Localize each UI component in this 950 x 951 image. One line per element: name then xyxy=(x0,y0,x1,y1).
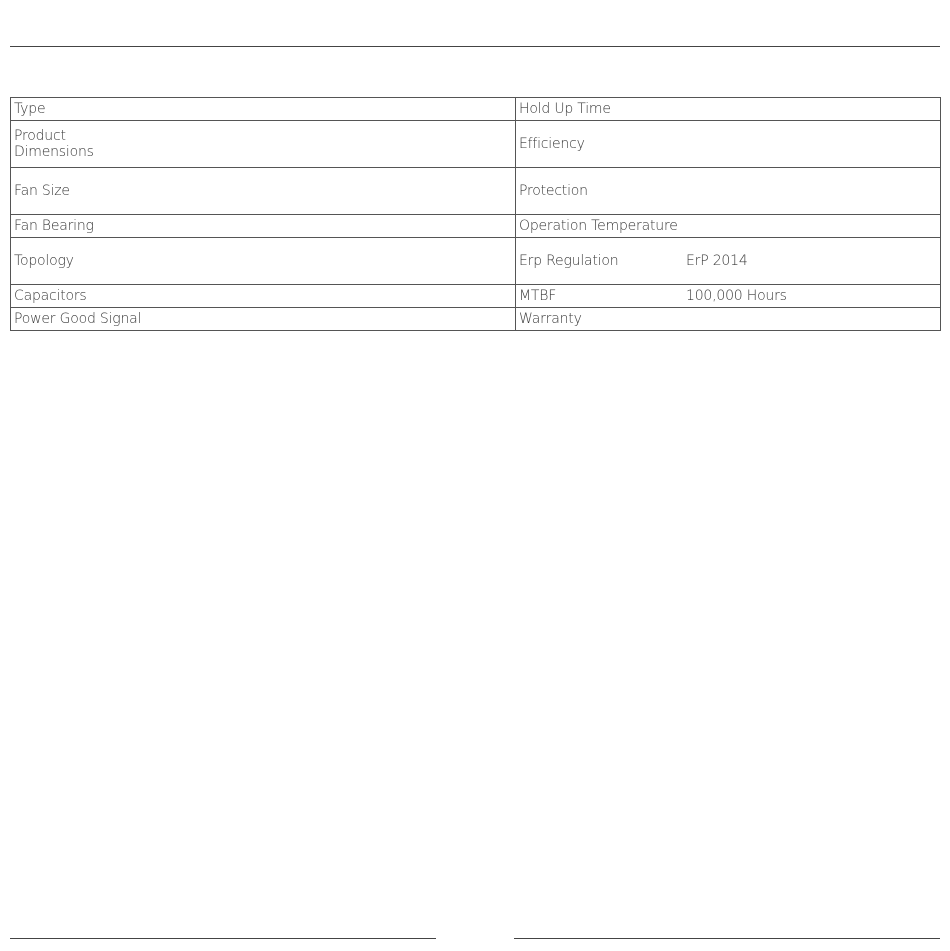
erp-regulation-value: ErP 2014 xyxy=(686,253,748,269)
topology-label: Topology xyxy=(11,238,516,285)
spec-table xyxy=(10,97,941,331)
top-divider xyxy=(10,46,940,47)
table-row xyxy=(11,215,941,238)
fan-size-label: Fan Size xyxy=(11,168,516,215)
product-dimensions-line2: Dimensions xyxy=(14,144,94,160)
bottom-divider-right xyxy=(514,938,940,939)
table-row xyxy=(11,168,941,215)
hold-up-time-label: Hold Up Time xyxy=(516,98,941,121)
operation-temperature-label: Operation Temperature xyxy=(516,215,941,238)
bottom-divider-left xyxy=(10,938,436,939)
table-row xyxy=(11,238,941,285)
table-row xyxy=(11,98,941,121)
capacitors-label: Capacitors xyxy=(11,285,516,308)
product-dimensions-label xyxy=(11,121,516,168)
table-row xyxy=(11,121,941,168)
warranty-label: Warranty xyxy=(516,308,941,331)
fan-bearing-label: Fan Bearing xyxy=(11,215,516,238)
mtbf-value: 100,000 Hours xyxy=(686,288,787,304)
table-row xyxy=(11,285,941,308)
mtbf-label: MTBF xyxy=(519,288,557,304)
product-dimensions-line1: Product xyxy=(14,128,66,144)
erp-regulation-label: Erp Regulation xyxy=(519,253,619,269)
protection-label: Protection xyxy=(516,168,941,215)
power-good-signal-label: Power Good Signal xyxy=(11,308,516,331)
type-label: Type xyxy=(11,98,516,121)
erp-regulation-cell xyxy=(516,238,941,285)
table-row xyxy=(11,308,941,331)
efficiency-label: Efficiency xyxy=(516,121,941,168)
mtbf-cell xyxy=(516,285,941,308)
